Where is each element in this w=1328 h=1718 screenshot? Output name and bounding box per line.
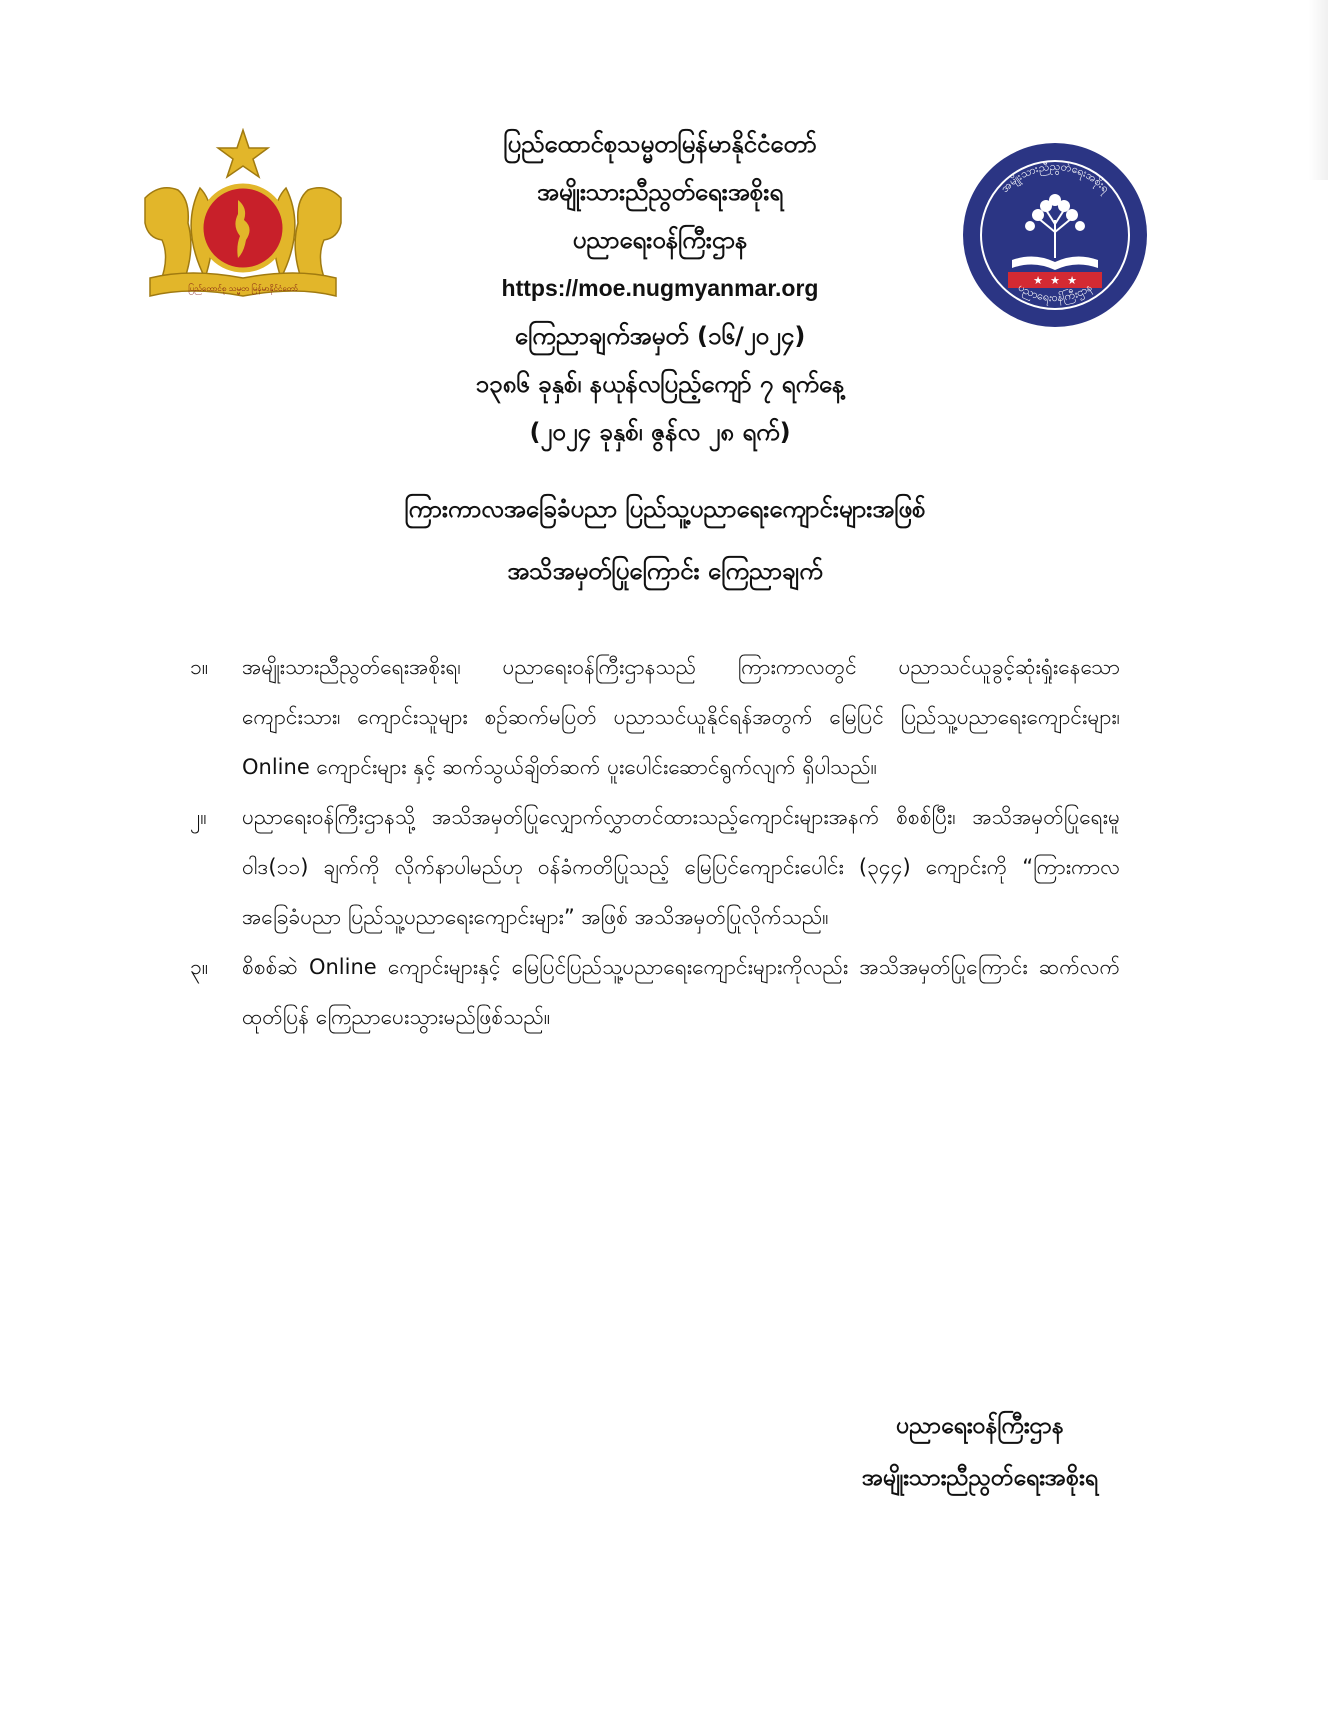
state-emblem-icon bbox=[140, 128, 370, 318]
header-block bbox=[360, 120, 960, 456]
title-line-2: အသိအမှတ်ပြုကြောင်း ကြေညာချက် bbox=[507, 557, 823, 585]
svg-text:★: ★ bbox=[1050, 274, 1060, 287]
paragraph bbox=[190, 642, 1120, 792]
paragraph-number: ၂။ bbox=[190, 805, 207, 829]
gregorian-date: (၂၀၂၄ ခုနှစ်၊ ဇွန်လ ၂၈ ရက်) bbox=[529, 418, 791, 446]
paragraph-text: ပညာရေးဝန်ကြီးဌာနသို့ အသိအမှတ်ပြုလျှောက်လွှာတင်ထားသည့်ကျောင်းများအနက် စိစစ်ပြီး၊ အသိအမှတ်ပြုရေးမူဝါဒ(၁၁) ချက်ကို လိုက်နာပါမည်ဟု ဝန်ခံကတိပြုသည့် မြေပြင်ကျောင်းပေါင်း (၃၄၄) ကျောင်းကို “ကြားကာလအခြေခံပညာ ပြည်သူ့ပညာရေးကျောင်းများ” အဖြစ် အသိအမှတ်ပြုလိုက်သည်။ bbox=[242, 805, 1120, 929]
paragraph-number: ၃။ bbox=[190, 955, 209, 979]
ministry-name: ပညာရေးဝန်ကြီးဌာန bbox=[572, 226, 748, 254]
announcement-number: ကြေညာချက်အမှတ် (၁၆/၂၀၂၄) bbox=[514, 322, 806, 350]
country-name: ပြည်ထောင်စုသမ္မတမြန်မာနိုင်ငံတော် bbox=[503, 130, 817, 158]
signature-block bbox=[820, 1400, 1140, 1504]
paragraph bbox=[190, 942, 1120, 1042]
paragraph-text: အမျိုးသားညီညွတ်ရေးအစိုးရ၊ ပညာရေးဝန်ကြီးဌာနသည် ကြားကာလတွင် ပညာသင်ယူခွင့်ဆုံးရှုံးနေသော ကျောင်းသား၊ ကျောင်းသူများ စဉ်ဆက်မပြတ် ပညာသင်ယူနိုင်ရန်အတွက် မြေပြင် ပြည်သူ့ပညာရေးကျောင်းများ၊ Online ကျောင်းများ နှင့် ဆက်သွယ်ချိတ်ဆက် ပူးပေါင်းဆောင်ရွက်လျက် ရှိပါသည်။ bbox=[242, 655, 1120, 779]
page-edge-shadow bbox=[1308, 0, 1328, 180]
paragraph-text: စိစစ်ဆဲ Online ကျောင်းများနှင့် မြေပြင်ပြည်သူ့ပညာရေးကျောင်းများကိုလည်း အသိအမှတ်ပြုကြောင်း ဆက်လက်ထုတ်ပြန် ကြေညာပေးသွားမည်ဖြစ်သည်။ bbox=[242, 955, 1120, 1029]
signature-government: အမျိုးသားညီညွတ်ရေးအစိုးရ bbox=[861, 1465, 1099, 1491]
emblem-scroll-text: ပြည်ထောင်စု သမ္မတ မြန်မာနိုင်ငံတော် bbox=[188, 284, 298, 293]
paragraph-number: ၁။ bbox=[190, 655, 209, 679]
paragraph bbox=[190, 792, 1120, 942]
ministry-seal-icon bbox=[960, 140, 1150, 330]
announcement-body bbox=[190, 642, 1120, 1042]
signature-ministry: ပညာရေးဝန်ကြီးဌာန bbox=[896, 1413, 1064, 1439]
government-name: အမျိုးသားညီညွတ်ရေးအစိုးရ bbox=[536, 178, 784, 206]
myanmar-date: ၁၃၈၆ ခုနှစ်၊ နယုန်လပြည့်ကျော် ၇ ရက်နေ့ bbox=[475, 370, 845, 398]
announcement-title bbox=[250, 478, 1080, 602]
seal-bottom-text: ပညာရေးဝန်ကြီးဌာန bbox=[1015, 280, 1095, 305]
svg-text:★: ★ bbox=[1067, 274, 1077, 287]
ministry-url[interactable]: https://moe.nugmyanmar.org bbox=[501, 275, 819, 301]
title-line-1: ကြားကာလအခြေခံပညာ ပြည်သူ့ပညာရေးကျောင်းများအဖြစ် bbox=[404, 495, 926, 523]
seal-top-text: အမျိုးသားညီညွတ်ရေးအစိုးရ bbox=[998, 159, 1113, 196]
svg-text:★: ★ bbox=[1033, 274, 1043, 287]
